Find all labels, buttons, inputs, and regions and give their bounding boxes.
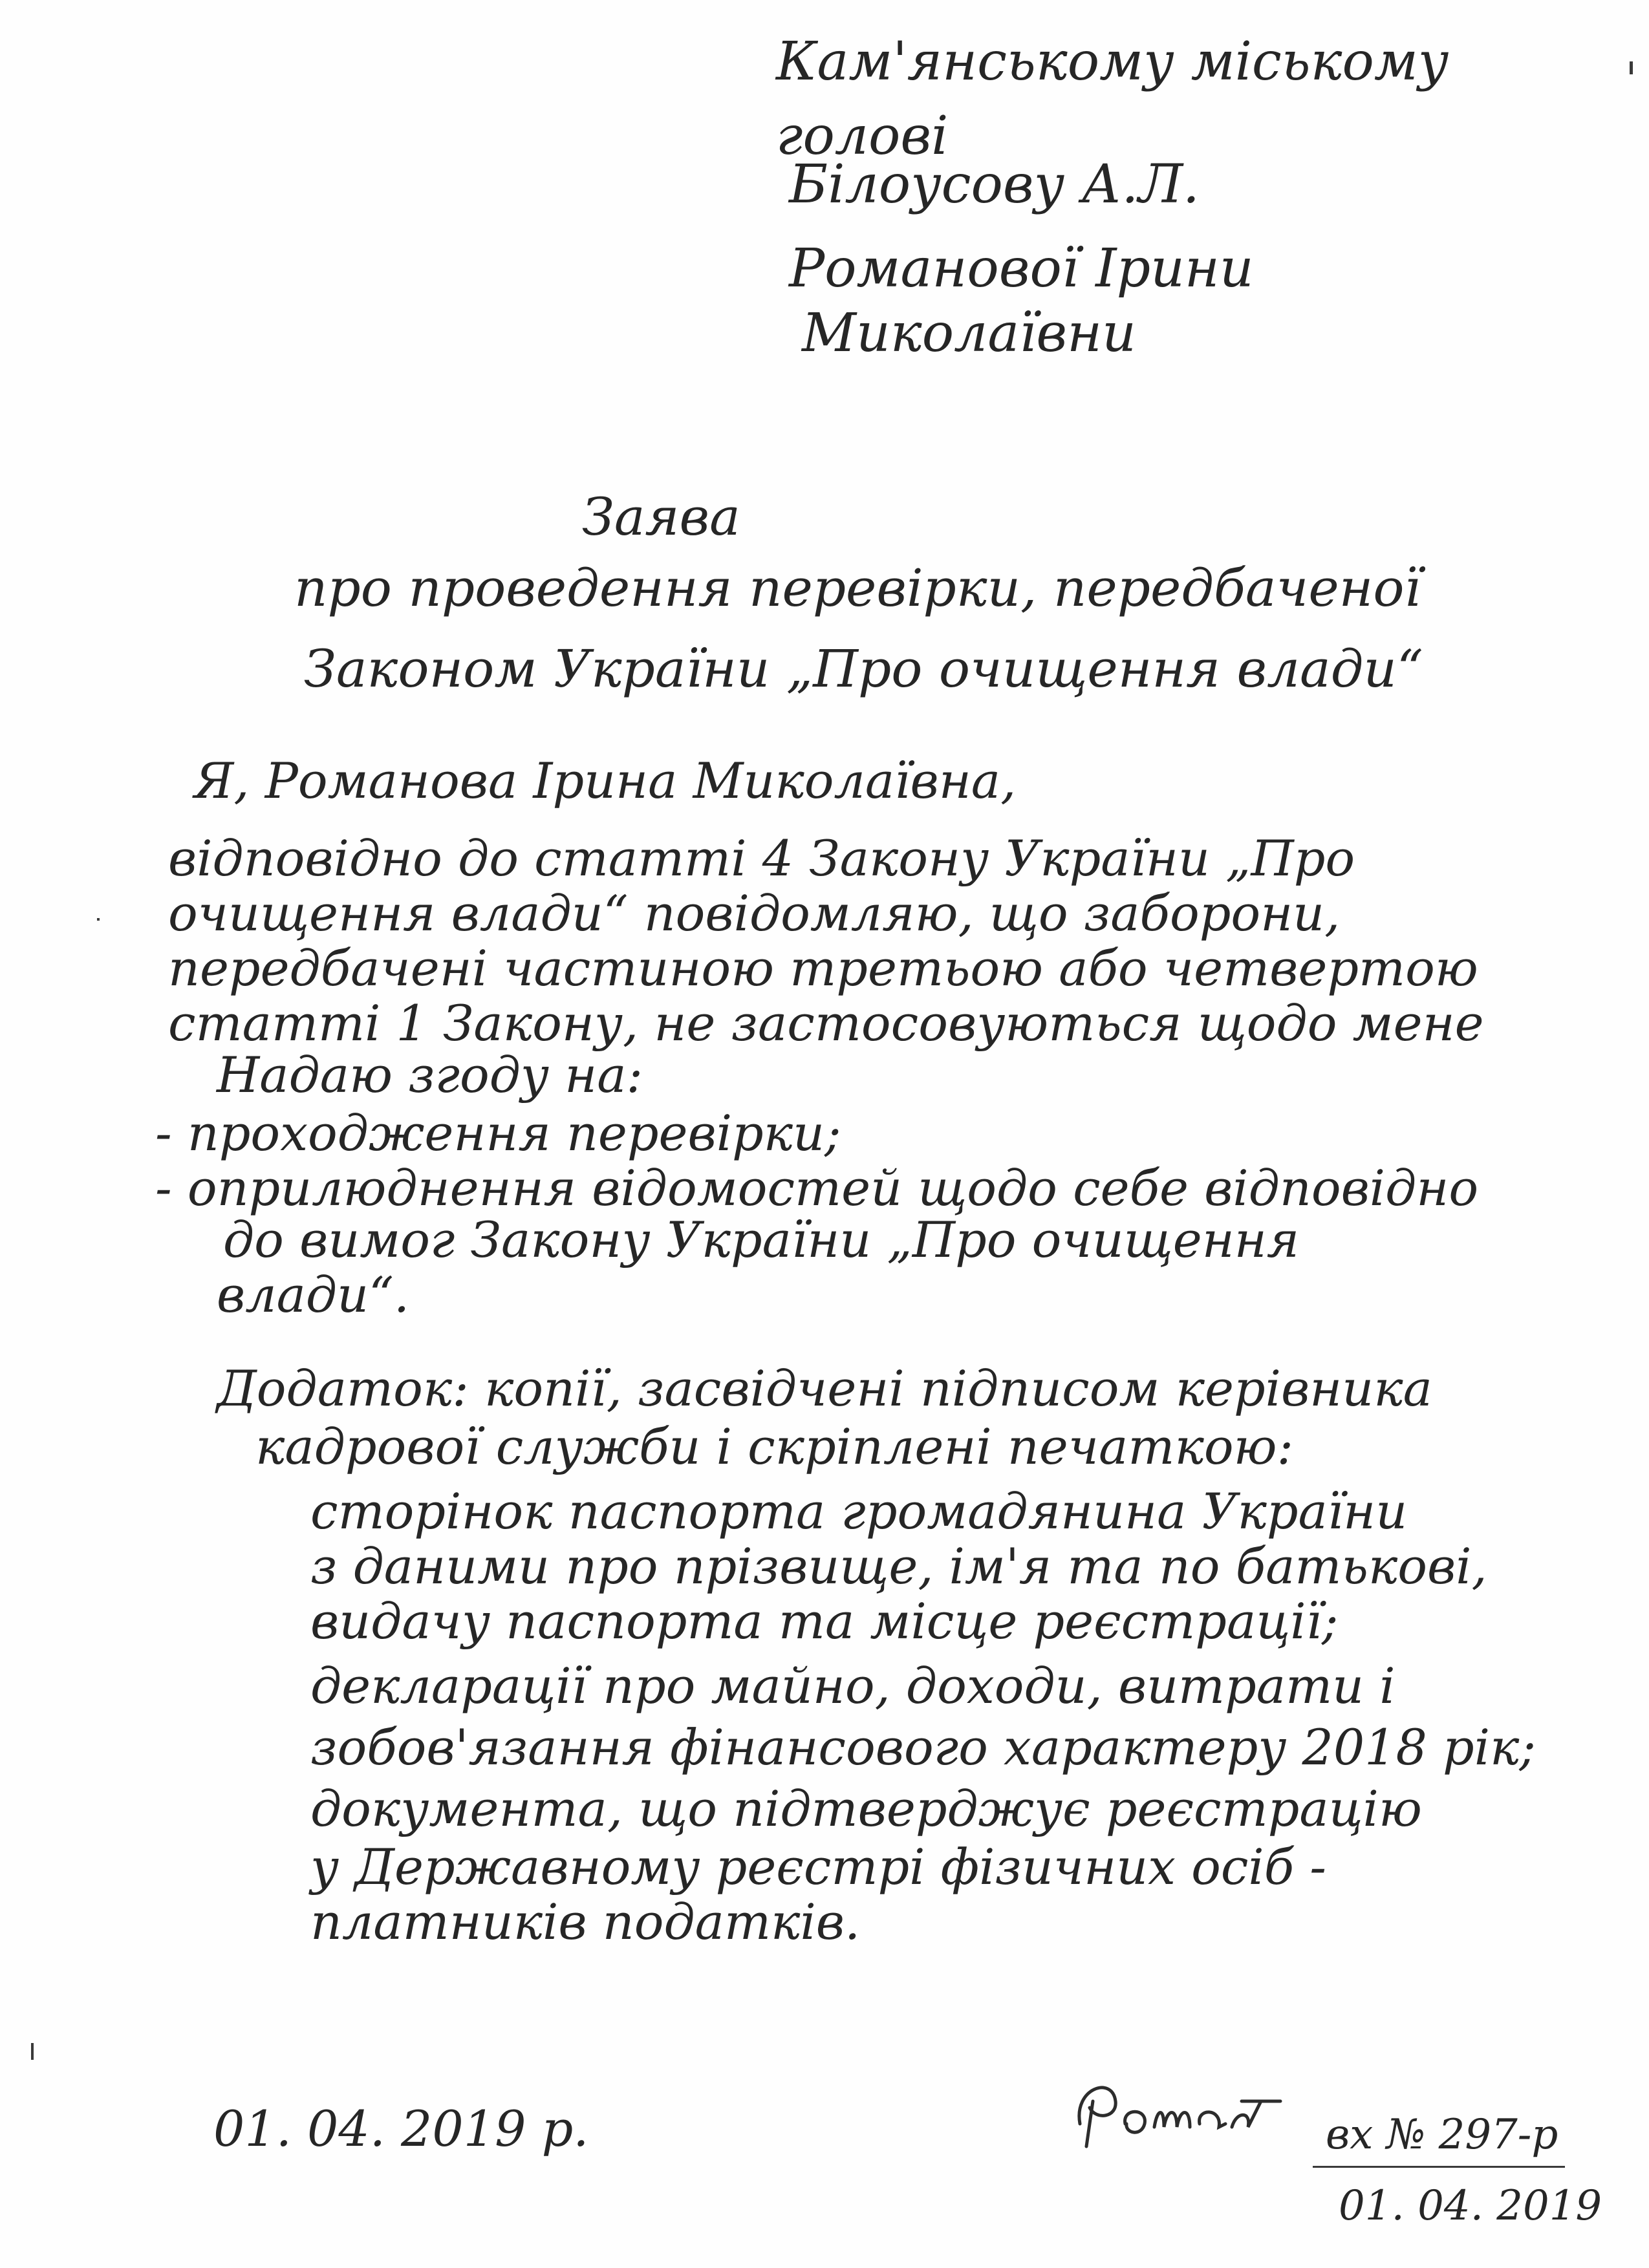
registration-divider <box>1313 2166 1565 2168</box>
addressee-line-2: голові <box>776 105 949 167</box>
scan-mark <box>97 918 100 921</box>
body-line: статті 1 Закону, не застосовуються щодо мене <box>168 994 1484 1052</box>
attachment-line: документа, що підтверджує реєстрацію <box>310 1780 1422 1837</box>
attachment-line: кадрової служби і скріплені печаткою: <box>255 1418 1294 1475</box>
attachment-line: зобов'язання фінансового характеру 2018 рік; <box>310 1718 1536 1776</box>
attachment-line: сторінок паспорта громадянина України <box>310 1482 1408 1540</box>
scan-mark <box>1630 61 1633 74</box>
attachment-line: з даними про прізвище, ім'я та по батькові, <box>310 1537 1487 1595</box>
body-line: Надаю згоду на: <box>217 1046 643 1104</box>
document-title: Заява <box>582 487 740 547</box>
heading-line-2: Законом України „Про очищення влади“ <box>304 639 1423 699</box>
body-line: влади“. <box>217 1266 410 1323</box>
body-line: - оприлюднення відомостей щодо себе відповідно <box>155 1159 1479 1217</box>
signature-image <box>1067 2062 1300 2159</box>
registration-date: 01. 04. 2019 <box>1339 2182 1602 2230</box>
scan-mark <box>31 2043 34 2060</box>
attachment-line: Додаток: копії, засвідчені підписом керівника <box>217 1360 1432 1417</box>
body-line: до вимог Закону України „Про очищення <box>223 1211 1300 1268</box>
attachment-line: декларації про майно, доходи, витрати і <box>310 1657 1396 1715</box>
body-line: Я, Романова Ірина Миколаївна, <box>194 752 1017 809</box>
attachment-line: у Державному реєстрі фізичних осіб - <box>310 1838 1326 1896</box>
body-line: відповідно до статті 4 Закону України „Про <box>168 829 1355 887</box>
sender-name-line-2: Миколаївни <box>802 303 1136 364</box>
document-date: 01. 04. 2019 р. <box>213 2100 589 2157</box>
attachment-line: платників податків. <box>310 1893 861 1951</box>
body-line: - проходження перевірки; <box>155 1104 841 1162</box>
registration-number: вх № 297-р <box>1326 2111 1558 2159</box>
addressee-name: Білоусову А.Л. <box>789 154 1200 215</box>
body-line: очищення влади“ повідомляю, що заборони, <box>168 884 1341 942</box>
addressee-line-1: Кам'янському міському <box>776 31 1449 92</box>
sender-name-line-1: Романової Ірини <box>789 238 1254 299</box>
body-line: передбачені частиною третьою або четвертою <box>168 939 1478 997</box>
attachment-line: видачу паспорта та місце реєстрації; <box>310 1592 1339 1650</box>
heading-line-1: про проведення перевірки, передбаченої <box>294 558 1421 618</box>
